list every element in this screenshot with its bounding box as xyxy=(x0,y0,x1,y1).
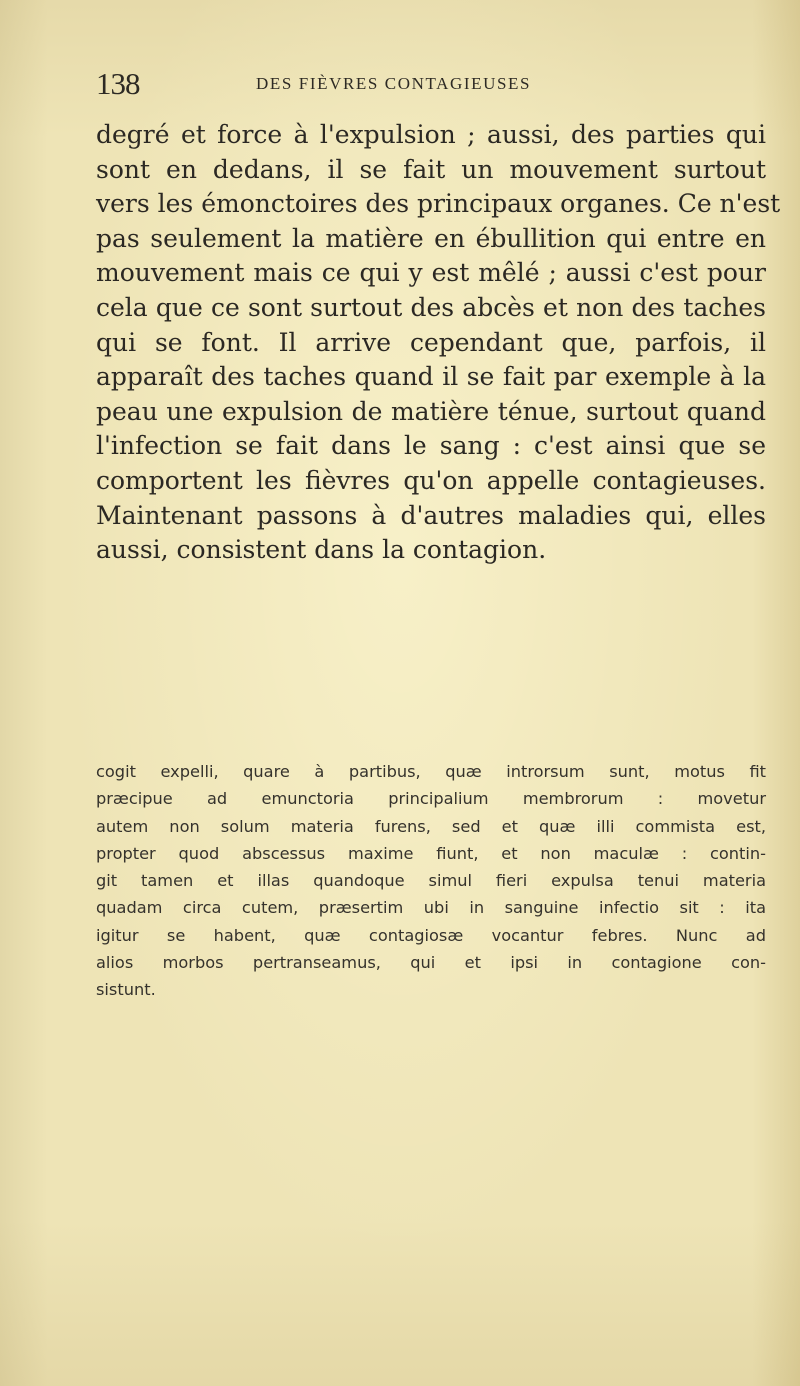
note-line: præcipue ad emunctoria principalium membrorum : movetur xyxy=(96,789,766,809)
note-line: autem non solum materia furens, sed et quæ illi commista est, xyxy=(96,816,766,836)
text-line: vers les émonctoires des principaux organes. Ce n'est xyxy=(96,189,781,219)
text-line: pas seulement la matière en ébullition qui entre en xyxy=(96,223,766,253)
text-line: apparaît des taches quand il se fait par exemple à la xyxy=(96,362,766,392)
text-line: aussi, consistent dans la contagion. xyxy=(96,535,547,565)
note-line: alios morbos pertranseamus, qui et ipsi in contagione con- xyxy=(96,953,766,973)
text-line: Maintenant passons à d'autres maladies qui, elles xyxy=(96,500,766,530)
running-title: DES FIÈVRES CONTAGIEUSES xyxy=(256,74,532,93)
running-head xyxy=(96,66,716,106)
note-line: igitur se habent, quæ contagiosæ vocantur febres. Nunc ad xyxy=(96,925,766,945)
note-line: git tamen et illas quandoque simul fieri expulsa tenui materia xyxy=(96,871,766,891)
note-line: propter quod abscessus maxime fiunt, et non maculæ : contin- xyxy=(96,843,766,863)
note-line: cogit expelli, quare à partibus, quæ introrsum sunt, motus fit xyxy=(96,762,766,781)
latin-note xyxy=(96,758,766,1004)
text-line: l'infection se fait dans le sang : c'est ainsi que se xyxy=(96,431,766,461)
page-number: 138 xyxy=(96,66,140,101)
text-line: mouvement mais ce qui y est mêlé ; aussi c'est pour xyxy=(96,258,766,288)
french-paragraph xyxy=(96,118,781,568)
text-line: comportent les fièvres qu'on appelle contagieuses. xyxy=(96,465,766,495)
text-line: degré et force à l'expulsion ; aussi, des parties qui xyxy=(96,120,766,149)
note-line: sistunt. xyxy=(96,980,156,1000)
text-line: sont en dedans, il se fait un mouvement surtout xyxy=(96,154,766,184)
text-line: qui se font. Il arrive cependant que, parfois, il xyxy=(96,327,766,357)
text-line: cela que ce sont surtout des abcès et non des taches xyxy=(96,292,766,322)
note-line: quadam circa cutem, præsertim ubi in sanguine infectio sit : ita xyxy=(96,898,766,918)
text-line: peau une expulsion de matière ténue, surtout quand xyxy=(96,396,766,426)
